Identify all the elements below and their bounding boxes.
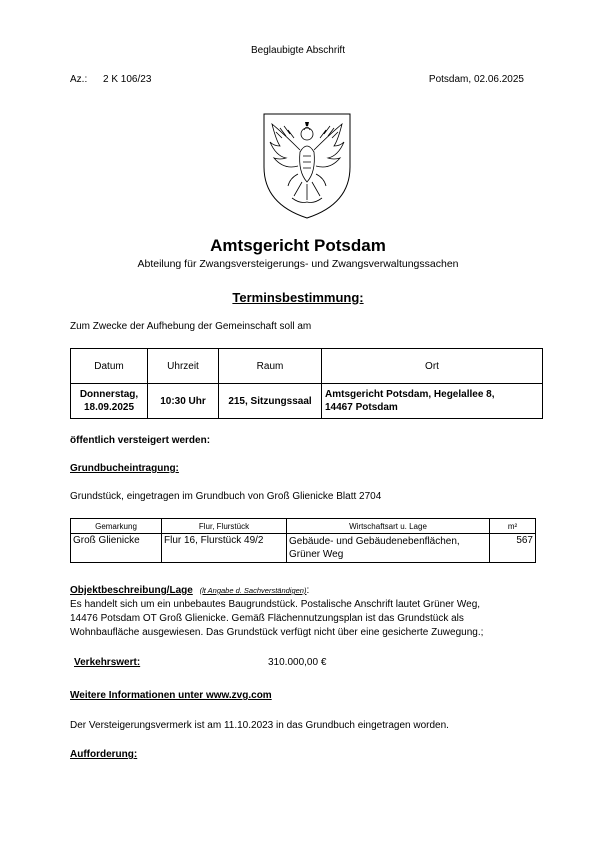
certified-copy-label: Beglaubigte Abschrift xyxy=(251,45,345,56)
column-header-wirtschaftsart: Wirtschaftsart u. Lage xyxy=(287,519,490,534)
appointment-day: 18.09.2025 xyxy=(83,402,135,413)
objekt-source-note: (lt Angabe d. Sachverständigen) xyxy=(199,586,307,595)
verkehrswert-label: Verkehrswert: xyxy=(74,657,141,668)
wirtschaftsart-line-1: Gebäude- und Gebäudenebenflächen, xyxy=(289,536,460,547)
area-cell: 567 xyxy=(490,534,536,563)
appointment-room: 215, Sitzungssaal xyxy=(219,384,322,419)
objekt-heading: Objektbeschreibung/Lage xyxy=(70,585,193,596)
appointment-time: 10:30 Uhr xyxy=(148,384,219,419)
verkehrswert-value: 310.000,00 € xyxy=(268,657,327,668)
column-header-flur: Flur, Flurstück xyxy=(162,519,287,534)
objekt-line-1: Es handelt sich um ein unbebautes Baugrundstück. Postalische Anschrift lautet Grüner Weg, xyxy=(70,599,481,610)
court-name: Amtsgericht Potsdam xyxy=(210,236,386,255)
column-header-datum: Datum xyxy=(71,349,148,384)
objekt-line-2: 14476 Potsdam OT Groß Glienicke. Gemäß Flächennutzungsplan ist das Grundstück als xyxy=(70,613,464,624)
wirtschaftsart-cell xyxy=(287,534,490,563)
intro-text: Zum Zwecke der Aufhebung der Gemeinschaft soll am xyxy=(70,321,312,332)
wirtschaftsart-line-2: Grüner Weg xyxy=(289,549,344,560)
objekt-colon: : xyxy=(306,585,310,596)
file-number-label: Az.: xyxy=(70,74,88,85)
column-header-area: m² xyxy=(490,519,536,534)
auction-statement: öffentlich versteigert werden: xyxy=(70,435,211,446)
file-number: 2 K 106/23 xyxy=(103,74,152,85)
column-header-raum: Raum xyxy=(219,349,322,384)
table-row xyxy=(71,534,536,563)
court-department: Abteilung für Zwangsversteigerungs- und Zwangsverwaltungssachen xyxy=(137,258,459,270)
column-header-uhrzeit: Uhrzeit xyxy=(148,349,219,384)
vermerk-text: Der Versteigerungsvermerk ist am 11.10.2023 in das Grundbuch eingetragen worden. xyxy=(70,720,449,731)
objekt-line-3: Wohnbaufläche ausgewiesen. Das Grundstück verfügt nicht über eine gesicherte Zuwegung.; xyxy=(70,627,484,638)
location-line-1: Amtsgericht Potsdam, Hegelallee 8, xyxy=(325,389,495,400)
column-header-ort: Ort xyxy=(322,349,543,384)
column-header-gemarkung: Gemarkung xyxy=(71,519,162,534)
objekt-heading-line xyxy=(70,585,309,596)
appointment-date xyxy=(71,384,148,419)
land-register-table xyxy=(70,518,536,563)
appointment-weekday: Donnerstag, xyxy=(79,389,139,400)
eagle-coat-of-arms-icon xyxy=(262,112,352,220)
table-header-row xyxy=(71,519,536,534)
more-info-link[interactable]: Weitere Informationen unter www.zvg.com xyxy=(70,690,272,701)
location-line-2: 14467 Potsdam xyxy=(325,402,398,413)
grundbuch-text: Grundstück, eingetragen im Grundbuch von Groß Glienicke Blatt 2704 xyxy=(70,491,382,502)
table-row xyxy=(71,384,543,419)
place-date: Potsdam, 02.06.2025 xyxy=(428,74,524,85)
table-header-row xyxy=(71,349,543,384)
grundbuch-heading: Grundbucheintragung: xyxy=(70,463,179,474)
aufforderung-heading: Aufforderung: xyxy=(70,749,138,760)
page-title: Terminsbestimmung: xyxy=(232,290,364,305)
gemarkung-cell: Groß Glienicke xyxy=(71,534,162,563)
flur-cell: Flur 16, Flurstück 49/2 xyxy=(162,534,287,563)
appointment-location xyxy=(322,384,543,419)
objekt-description xyxy=(70,598,540,640)
appointment-table xyxy=(70,348,543,419)
